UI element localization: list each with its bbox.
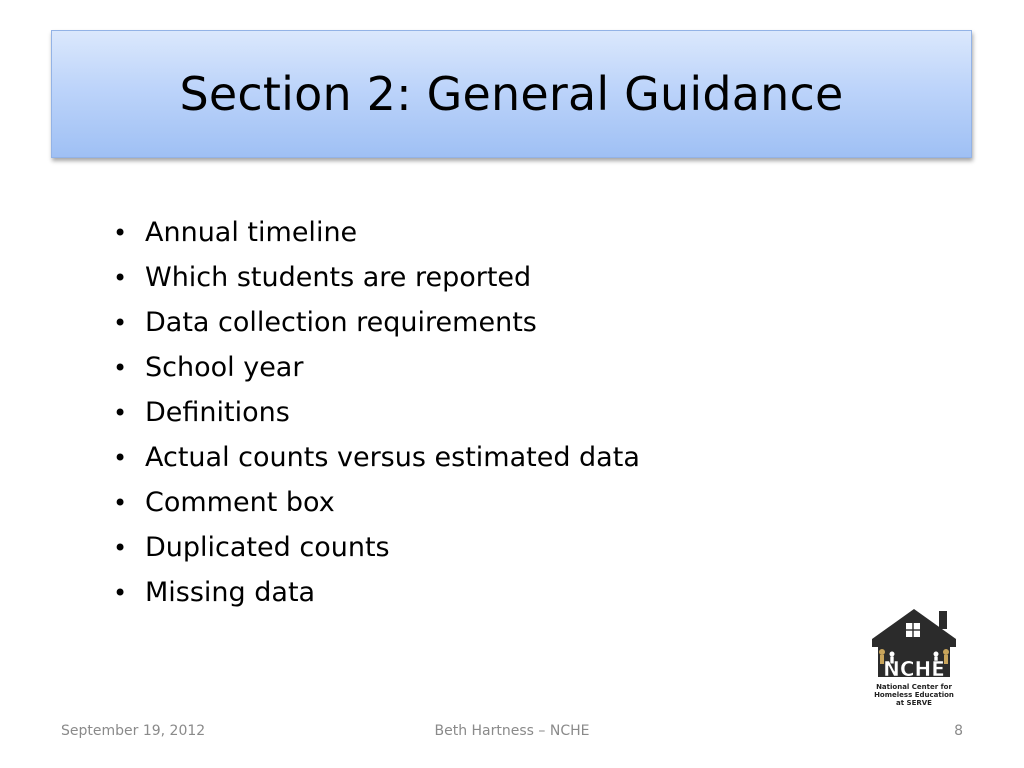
bullet-text: School year: [145, 352, 304, 383]
bullet-icon: •: [113, 218, 128, 247]
bullet-text: Data collection requirements: [145, 307, 537, 338]
bullet-icon: •: [113, 443, 128, 472]
list-item: [113, 300, 640, 345]
bullet-text: Which students are reported: [145, 262, 532, 293]
bullet-icon: •: [113, 263, 128, 292]
footer-presenter: Beth Hartness – NCHE: [434, 723, 590, 739]
list-item: [113, 525, 640, 570]
bullet-icon: •: [113, 578, 128, 607]
slide-number: 8: [954, 723, 963, 739]
logo-caption-line: Homeless Education: [874, 691, 954, 699]
list-item: [113, 345, 640, 390]
bullet-text: Comment box: [145, 487, 335, 518]
list-item: [113, 210, 640, 255]
list-item: [113, 255, 640, 300]
bullet-icon: •: [113, 353, 128, 382]
bullet-text: Definitions: [145, 397, 290, 428]
list-item: [113, 435, 640, 480]
list-item: [113, 480, 640, 525]
list-item: [113, 570, 640, 615]
bullet-text: Annual timeline: [145, 217, 358, 248]
bullet-text: Missing data: [145, 577, 316, 608]
bullet-icon: •: [113, 398, 128, 427]
slide-title: Section 2: General Guidance: [179, 67, 844, 121]
bullet-icon: •: [113, 533, 128, 562]
slide-title-banner: [51, 30, 972, 158]
logo-caption-line: National Center for: [876, 683, 952, 691]
list-item: [113, 390, 640, 435]
bullet-list: [113, 210, 640, 615]
bullet-text: Actual counts versus estimated data: [145, 442, 640, 473]
footer-date: September 19, 2012: [61, 723, 206, 739]
bullet-icon: •: [113, 308, 128, 337]
logo-caption: [866, 683, 962, 707]
logo-wordmark: NCHE: [883, 657, 945, 681]
bullet-text: Duplicated counts: [145, 532, 390, 563]
logo-caption-line: at SERVE: [896, 699, 932, 707]
bullet-icon: •: [113, 488, 128, 517]
